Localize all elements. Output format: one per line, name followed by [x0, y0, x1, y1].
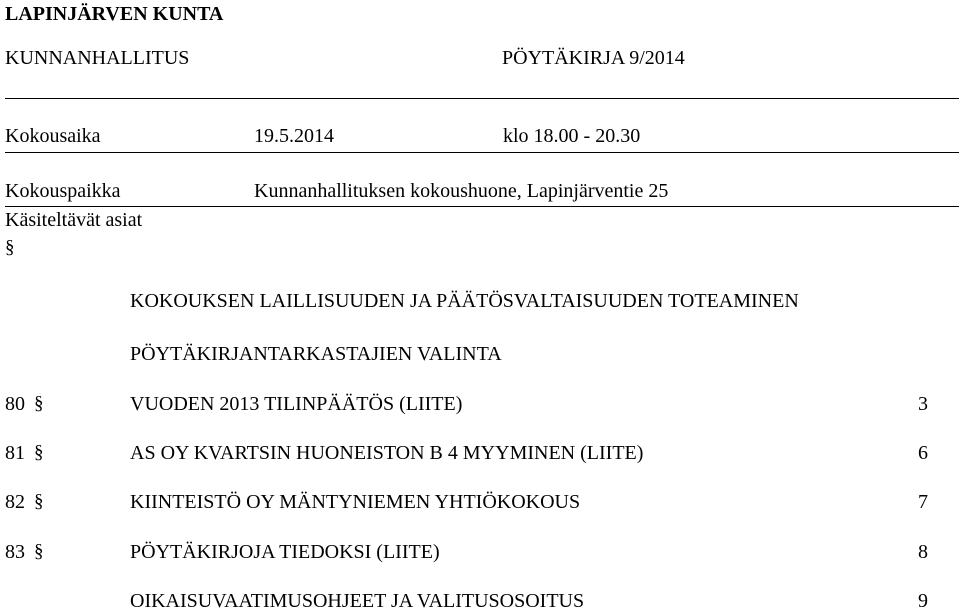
meeting-place: Kunnanhallituksen kokoushuone, Lapinjärventie 25: [254, 180, 669, 202]
agenda-item-page: 8: [918, 541, 928, 563]
agenda-item-page: 3: [918, 393, 928, 415]
agenda-item-number: 82: [5, 491, 25, 513]
minutes-number: PÖYTÄKIRJA 9/2014: [502, 47, 685, 69]
agenda-item-title: AS OY KVARTSIN HUONEISTON B 4 MYYMINEN (LIITE): [130, 442, 644, 464]
agenda-item-title: KIINTEISTÖ OY MÄNTYNIEMEN YHTIÖKOKOUS: [130, 491, 581, 513]
agenda-item-section-symbol: §: [34, 442, 44, 463]
agenda-item-page: 7: [918, 491, 928, 513]
section-symbol-heading: §: [5, 237, 15, 258]
agenda-item-title: PÖYTÄKIRJANTARKASTAJIEN VALINTA: [130, 343, 502, 365]
time-divider: [5, 152, 959, 153]
agenda-item-title: PÖYTÄKIRJOJA TIEDOKSI (LIITE): [130, 541, 440, 563]
agenda-item-section-symbol: §: [34, 541, 44, 562]
agenda-item-page: 9: [918, 590, 928, 612]
organ-name: KUNNANHALLITUS: [5, 47, 190, 69]
agenda-item-number: 80: [5, 393, 25, 415]
agenda-item-title: OIKAISUVAATIMUSOHJEET JA VALITUSOSOITUS: [130, 590, 585, 612]
agenda-item-section-symbol: §: [34, 393, 44, 414]
agenda-item-title: KOKOUKSEN LAILLISUUDEN JA PÄÄTÖSVALTAISUUDEN TOTEAMINEN: [130, 290, 799, 312]
meeting-time-label: Kokousaika: [5, 125, 101, 147]
agenda-item-section-symbol: §: [34, 491, 44, 512]
agenda-item-page: 6: [918, 442, 928, 464]
meeting-date: 19.5.2014: [254, 125, 334, 147]
meeting-place-label: Kokouspaikka: [5, 180, 121, 202]
header-divider: [5, 98, 959, 99]
agenda-item-number: 81: [5, 442, 25, 464]
agenda-item-number: 83: [5, 541, 25, 563]
meeting-time: klo 18.00 - 20.30: [503, 125, 641, 147]
agenda-heading: Käsiteltävät asiat: [5, 209, 143, 231]
place-divider: [5, 206, 959, 207]
municipality-name: LAPINJÄRVEN KUNTA: [5, 3, 224, 25]
agenda-item-title: VUODEN 2013 TILINPÄÄTÖS (LIITE): [130, 393, 463, 415]
